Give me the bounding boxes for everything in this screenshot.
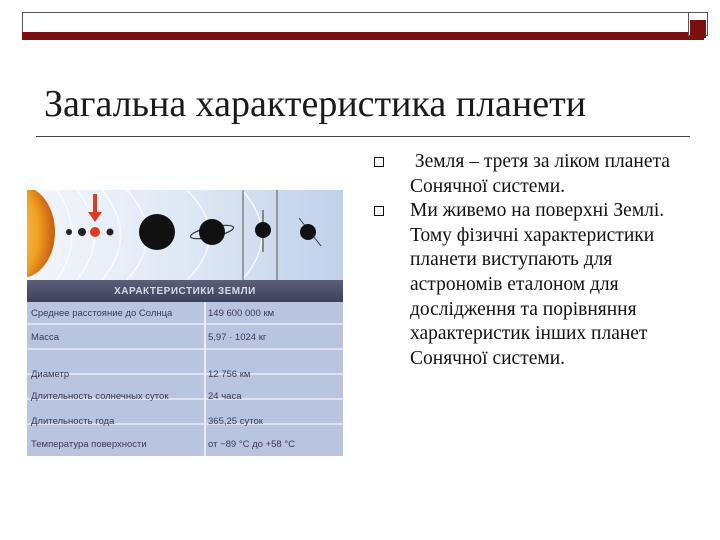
top-bar-accent: [22, 32, 704, 40]
bullet-list: [374, 150, 694, 371]
table-row: [27, 326, 339, 348]
table-row: [27, 410, 339, 432]
row-label: Диаметр: [31, 368, 70, 380]
corner-square-accent: [690, 20, 706, 38]
top-bar-outline: [22, 12, 692, 34]
table-row: [27, 363, 339, 385]
bullet-text: Ми живемо на поверхні Землі. Тому фізичні характеристики планети виступають для астрономів еталоном для дослідження та порівняння характеристик інших планет Сонячної системи.: [410, 200, 665, 369]
jupiter-dot: [139, 214, 175, 250]
hollow-square-bullet-icon: [374, 157, 384, 167]
saturn-dot: [199, 219, 225, 245]
table-header: ХАРАКТЕРИСТИКИ ЗЕМЛИ: [114, 285, 256, 297]
row-value: 24 часа: [208, 390, 242, 402]
row-value: 5,97 · 1024 кг: [208, 331, 267, 343]
earth-dot: [90, 227, 100, 237]
row-value: 365,25 суток: [208, 415, 263, 427]
row-label: Температура поверхности: [31, 438, 147, 450]
bullet-item: [374, 150, 694, 199]
earth-characteristics-figure: [27, 190, 343, 456]
slide-title: Загальна характеристика планети: [44, 83, 587, 125]
row-label: Масса: [31, 331, 60, 343]
title-divider: [36, 136, 690, 137]
table-row: [27, 433, 339, 455]
row-label: Длительность солнечных суток: [31, 390, 169, 402]
mercury-dot: [66, 229, 72, 235]
row-label: Длительность года: [31, 415, 115, 427]
row-label: Среднее расстояние до Солнца: [31, 307, 173, 319]
table-row: [27, 385, 339, 407]
neptune-dot: [300, 224, 316, 240]
bullet-item: [374, 199, 694, 371]
row-value: от −89 °С до +58 °С: [208, 438, 295, 450]
hollow-square-bullet-icon: [374, 206, 384, 216]
bullet-text: Земля – третя за ліком планета Сонячної системи.: [410, 151, 675, 197]
row-value: 12 756 км: [208, 368, 251, 380]
uranus-dot: [255, 222, 271, 238]
venus-dot: [78, 228, 86, 236]
row-value: 149 600 000 км: [208, 307, 275, 319]
table-row: [27, 302, 339, 324]
